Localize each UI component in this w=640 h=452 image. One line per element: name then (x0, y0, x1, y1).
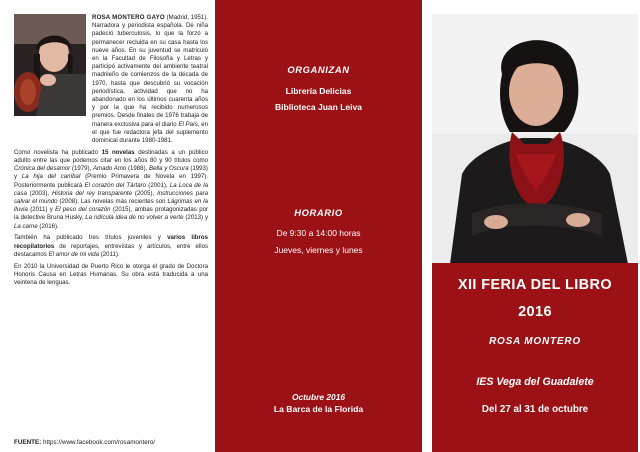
author-full-name: ROSA MONTERO GAYO (92, 14, 165, 21)
book-year: (2011) y (30, 206, 53, 214)
book-title: El corazón del Tártaro (84, 181, 147, 189)
fair-featured-author: ROSA MONTERO (488, 336, 581, 347)
newspaper-name: El País (178, 120, 198, 128)
bio-intro-paragraph (92, 14, 208, 145)
bio-intro-text: (Madrid, 1951). Narradora y periodista española. De niña padeció tuberculosis, lo que la forzó a permanecer recluida en su casa hasta los nueve años. En su juventud se matriculó en la Facultad de Filosofía y Letras y participó activamente del ambiente teatral madrileño de comienzos de la década de 1970, hasta que descubrió su vocación periodística, actividad que no ha abandonado en los últimos cuarenta años y por la que ha recibido numerosos premios. Desde finales de 1976 trabaja de manera exclusiva para el diario (92, 14, 208, 128)
book-year: (2005), (134, 189, 155, 197)
book-title: Instrucciones para salvar el mundo (14, 189, 209, 206)
bio-intro-tail: , en el que fue redactora jefa del suplemento dominical durante 1980-1981. (92, 120, 208, 145)
organizer-item: Librería Delicias (285, 86, 352, 96)
schedule-days: Jueves, viernes y lunes (274, 245, 363, 255)
footer-date: Octubre 2016 (291, 392, 346, 402)
book-year: (1993) y (14, 165, 208, 181)
book-year: (2011). (100, 250, 120, 258)
fair-title-line1: XII FERIA DEL LIBRO (457, 277, 613, 293)
organizers-section (215, 64, 422, 114)
book-year: (2003), (29, 189, 50, 197)
cover-author-photo (432, 14, 638, 264)
bio-novels-text: Como novelista ha publicado (14, 148, 98, 156)
bio-novels-text: (Premio Primavera de Novela en 1997). Posteriormente publicará (14, 173, 209, 189)
book-title: La ridícula idea de no volver a verte (85, 214, 184, 222)
bio-novels-text: (2008). Las novelas más recientes son (59, 198, 166, 206)
bio-novels-text: (2015), ambas protagonizadas por la detective Bruna Husky, (14, 206, 208, 222)
book-year: (1979), (71, 165, 92, 173)
book-year: (2001), (148, 181, 168, 189)
book-title: Bella y Oscura (149, 165, 189, 173)
book-title: El peso del corazón (55, 206, 111, 214)
novels-count: 15 novelas (101, 148, 135, 156)
book-title: Lágrimas en la lluvia (14, 198, 208, 214)
footer-place: La Barca de la Florida (273, 404, 364, 414)
book-title: Historia del rey transparente (51, 189, 132, 197)
organizer-item: Biblioteca Juan Leiva (275, 102, 362, 112)
source-line (14, 439, 210, 446)
fair-venue: IES Vega del Guadalete (476, 376, 594, 388)
book-year: (1988), (127, 165, 148, 173)
book-title: La hija del caníbal (21, 173, 81, 181)
book-title: La Loca de la casa (14, 181, 209, 197)
bio-novels-paragraph (14, 149, 208, 231)
schedule-section (215, 207, 422, 257)
book-title: La carne (14, 222, 38, 230)
schedule-hours: De 9:30 a 14:00 horas (276, 228, 361, 238)
bio-youth-paragraph (14, 234, 208, 259)
book-title: Crónica del desamor (14, 165, 71, 173)
event-footer (215, 391, 422, 416)
organizers-heading: ORGANIZAN (287, 64, 350, 75)
book-title: Amado Amo (92, 165, 127, 173)
author-biography (14, 14, 208, 291)
bio-youth-text: de reportajes, entrevistas y artículos, entre ellos destacamos (14, 242, 208, 258)
schedule-heading: HORARIO (294, 207, 343, 218)
source-url: https://www.facebook.com/rosamontero/ (43, 439, 156, 446)
bio-youth-text: También ha publicado tres títulos juveniles y (14, 234, 161, 242)
book-title: El amor de mi vida (48, 250, 100, 258)
bio-honor-paragraph: En 2010 la Universidad de Puerto Rico le otorga el grado de Doctora Honoris Causa en Letras Humanas. Su obra está traducida a una veintena de lenguas. (14, 262, 208, 287)
source-label: FUENTE: (14, 439, 42, 446)
fair-dates: Del 27 al 31 de octubre (481, 404, 589, 415)
fair-title-year: 2016 (518, 304, 552, 320)
bio-novels-text: destinadas a un público adulto entre las que podemos citar en los años 80 y 90 títulos como (14, 148, 209, 165)
compilations-label: varios libros recopilatorios (14, 234, 208, 250)
book-year: (2016). (39, 222, 59, 230)
book-year: (2013) y (185, 214, 208, 222)
